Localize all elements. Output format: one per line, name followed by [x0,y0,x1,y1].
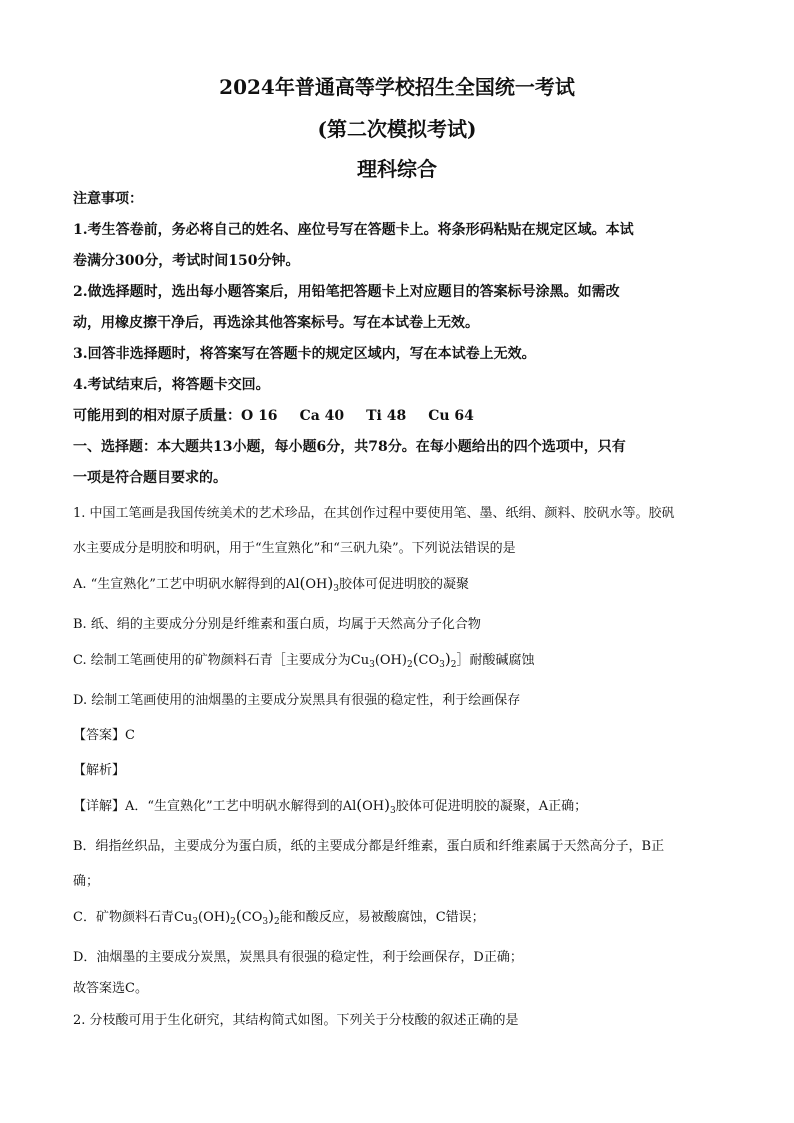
formula-sub: 3 [192,917,199,927]
formula-oh: (OH) [198,910,231,925]
formula-oh: OH [305,577,328,592]
q1-option-a-formula: $Al(OH)_3$ [285,574,339,594]
formula-sub: 2 [273,917,280,927]
q1-analysis: 【解析】 [73,763,126,778]
formula-al: Al [285,577,300,592]
exam-title: 2024年普通高等学校招生全国统一考试 [219,75,575,99]
q1-option-b: B. 纸、绢的主要成分分别是纤维素和蛋白质，均属于天然高分子化合物 [73,617,481,632]
formula-co: CO [418,653,440,668]
formula-cu: Cu [173,910,193,925]
notice-item-2-line-1: 2.做选择题时，选出每小题答案后，用铅笔把答题卡上对应题目的答案标号涂黑。如需改 [73,284,620,300]
q1-detail-c [73,899,723,940]
q1-answer: 【答案】C [73,728,135,743]
q1-detail-a-formula: $Al(OH)_3$ [342,796,396,816]
exam-body [73,184,723,1038]
q1-detail-b-line-1: B．绢指丝织品，主要成分为蛋白质，纸的主要成分都是纤维素，蛋白质和纤维素属于天然高分子，B正 [73,839,665,854]
q1-stem-line-2: 水主要成分是明胶和明矾，用于“生宣熟化”和“三矾九染”。下列说法错误的是 [73,541,516,556]
exam-header [0,70,794,186]
formula-sub: 3 [262,917,269,927]
formula-oh: (OH) [374,653,407,668]
formula-sub: 3 [369,660,375,670]
exam-subject: 理科综合 [357,157,437,181]
q1-detail-a-text-end: 胶体可促进明胶的凝聚，A正确； [395,799,588,814]
q1-option-c [73,642,723,683]
formula-cu: Cu [350,653,370,668]
q1-detail-c-text-end: 能和酸反应，易被酸腐蚀，C错误； [279,910,485,925]
q1-stem-line-1: 1. 中国工笔画是我国传统美术的艺术珍品，在其创作过程中要使用笔、墨、纸绢、颜料、胶矾水等。胶矾 [73,506,675,521]
q1-option-a-text-end: 胶体可促进明胶的凝聚 [338,577,469,592]
q1-conclusion: 故答案选C。 [73,981,148,996]
q1-detail-c-text: C．矿物颜料石青 [73,910,174,925]
formula-sub: 3 [439,660,445,670]
atomic-mass-cu: Cu 64 [428,408,474,424]
q1-option-c-text-end: ］耐酸碱腐蚀 [456,653,535,668]
formula-oh: OH [362,799,385,814]
notice-item-2-line-2: 动，用橡皮擦干净后，再选涂其他答案标号。写在本试卷上无效。 [73,315,479,331]
formula-sub: 3 [389,806,396,816]
exam-subtitle: (第二次模拟考试) [317,117,477,141]
atomic-mass-ti: Ti 48 [366,408,407,424]
notice-item-4: 4.考试结束后，将答题卡交回。 [73,377,270,393]
q1-detail-b-line-2: 确； [73,874,100,889]
atomic-mass-label: 可能用到的相对原子质量： [73,408,241,424]
atomic-mass-line [73,401,723,432]
q2-stem: 2. 分枝酸可用于生化研究，其结构简式如图。下列关于分枝酸的叙述正确的是 [73,1013,519,1028]
section-heading-line-1: 一、选择题：本大题共13小题，每小题6分，共78分。在每小题给出的四个选项中，只有 [73,439,626,455]
q1-option-a [73,566,723,607]
q1-option-d: D. 绘制工笔画使用的油烟墨的主要成分炭黑具有很强的稳定性，利于绘画保存 [73,693,521,708]
formula-sub: 2 [450,660,457,670]
notice-item-3: 3.回答非选择题时，将答案写在答题卡的规定区域内，写在本试卷上无效。 [73,346,536,362]
notice-item-1-line-2: 卷满分300分，考试时间150分钟。 [73,253,300,269]
q1-option-c-formula: $Cu_3(OH)_2(CO_3)_2$ [350,650,457,670]
notice-item-1-line-1: 1.考生答卷前，务必将自己的姓名、座位号写在答题卡上。将条形码粘贴在规定区域。本试 [73,222,634,238]
atomic-mass-ca: Ca 40 [299,408,345,424]
q1-detail-a-text: 【详解】A．“生宣熟化”工艺中明矾水解得到的 [73,799,343,814]
formula-al: Al [342,799,357,814]
q1-option-c-text: C. 绘制工笔画使用的矿物颜料石青［主要成分为 [73,653,351,668]
formula-sub: 2 [406,660,413,670]
q1-detail-a [73,788,723,829]
q1-detail-d: D．油烟墨的主要成分炭黑，炭黑具有很强的稳定性，利于绘画保存，D正确； [73,950,523,965]
atomic-mass-o: O 16 [241,408,278,424]
section-heading-line-2: 一项是符合题目要求的。 [73,470,227,486]
q1-detail-c-formula: $Cu_3(OH)_2(CO_3)_2$ [173,907,280,927]
formula-sub: 2 [230,917,236,927]
formula-co: CO [241,910,263,925]
q1-option-a-text: A. “生宣熟化”工艺中明矾水解得到的 [73,577,286,592]
notice-heading: 注意事项： [73,191,143,207]
formula-sub: 3 [333,584,339,594]
